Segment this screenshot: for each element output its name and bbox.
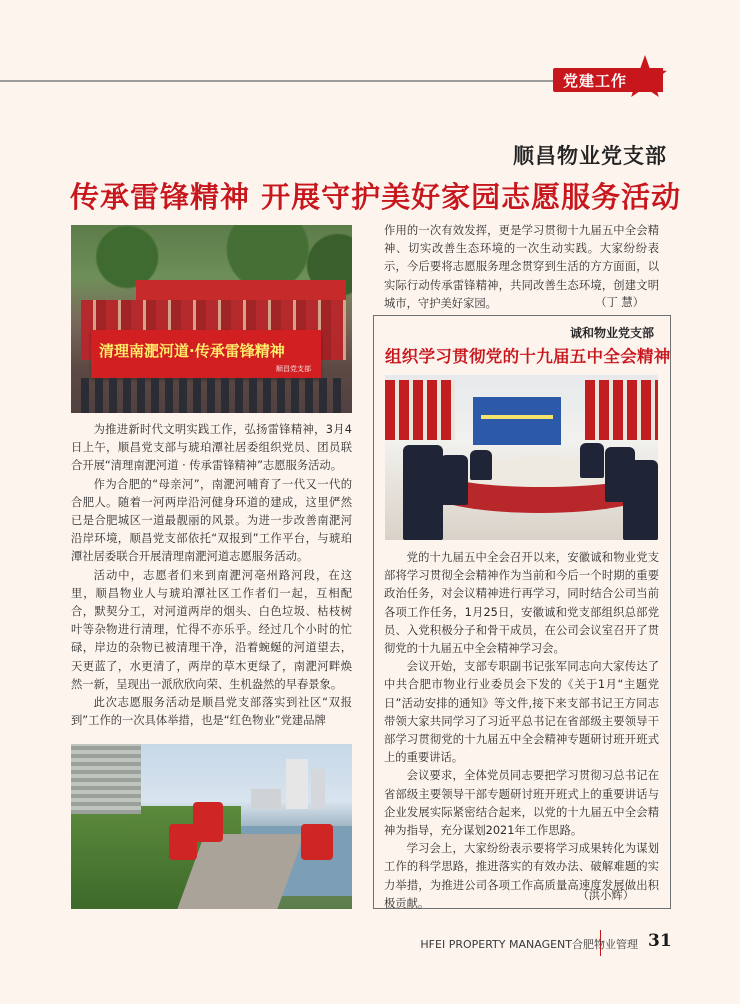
photo-banner-text: 清理南淝河道·传承雷锋精神	[99, 342, 285, 360]
article1-byline: （丁 慧）	[595, 296, 644, 309]
article1-paragraph: 活动中，志愿者们来到南淝河亳州路河段，在这里，顺昌物业人与琥珀潭社区工作者们一起，互相配合，默契分工，对河道两岸的烟头、白色垃圾、枯枝树叶等杂物进行清理，忙得不亦乐乎。经过几个小时的忙碌，岸边的杂物已被清理干净，沿着蜿蜒的河道望去，天更蓝了，水更清了，两岸的草木更绿了，南淝河畔焕然一新，呈现出一派欣欣向荣、生机盎然的早春景象。	[71, 568, 352, 691]
photo-legs	[81, 378, 346, 413]
page-number: 31	[648, 931, 672, 951]
photo-building	[286, 759, 308, 809]
photo-background-banner	[136, 280, 346, 300]
photo-attendee	[623, 460, 658, 540]
photo-volunteer	[169, 824, 197, 860]
photo-banner	[91, 330, 321, 378]
footer-magazine-cn: 合肥物业管理	[572, 938, 638, 951]
photo-volunteer	[193, 802, 223, 842]
article-title: 传承雷锋精神 开展守护美好家园志愿服务活动	[70, 180, 682, 214]
river-cleanup-photo	[71, 744, 352, 909]
photo-attendee	[470, 450, 492, 480]
article2-byline: （洪小辉）	[577, 889, 634, 902]
article2-title: 组织学习贯彻党的十九届五中全会精神	[385, 347, 671, 366]
header-rule	[0, 80, 560, 82]
article2-branch: 诚和物业党支部	[569, 326, 654, 340]
article2-paragraph: 学习会上，大家纷纷表示要将学习成果转化为谋划工作的科学思路，推进落实的有效办法、破解难题的实力举措，为推进公司各项工作高质量高速度发展做出积极贡献。	[384, 842, 659, 910]
article2-paragraph: 会议要求，全体党员同志要把学习贯彻习总书记在省部级主要领导干部专题研讨班开班式上的重要讲话与企业发展实际紧密结合起来，以党的十九届五中全会精神为指导，充分谋划2021年工作思路。	[384, 769, 659, 838]
photo-volunteer	[301, 824, 333, 860]
article1-paragraph: 作为合肥的“母亲河”，南淝河哺育了一代又一代的合肥人。随着一河两岸沿河健身环道的建成，这里俨然已是合肥城区一道最靓丽的风景。为进一步改善南淝河沿岸环境，顺昌党支部依托“双报到”工作平台，与琥珀潭社居委联合开展清理南淝河道志愿服务活动。	[71, 477, 352, 564]
meeting-photo	[385, 375, 658, 540]
photo-screen	[473, 397, 561, 445]
photo-attendee	[440, 455, 468, 505]
footer-magazine	[420, 936, 638, 952]
article1-paragraph: 此次志愿服务活动是顺昌党支部落实到社区“双报到”工作的一次具体举措，也是“红色物业”党建品牌	[71, 696, 352, 728]
photo-attendee	[403, 445, 443, 540]
photo-building	[311, 769, 325, 809]
photo-banner-sub: 顺昌党支部	[276, 365, 311, 373]
article2-body	[384, 549, 659, 913]
article-branch: 顺昌物业党支部	[513, 144, 667, 168]
article1-paragraph: 为推进新时代文明实践工作，弘扬雷锋精神，3月4日上午，顺昌党支部与琥珀潭社居委组织党员、团员联合开展“清理南淝河道 · 传承雷锋精神”志愿服务活动。	[71, 423, 352, 473]
star-icon	[622, 54, 668, 98]
volunteer-group-photo	[71, 225, 352, 413]
photo-flags	[585, 380, 658, 440]
article1-body	[71, 421, 352, 730]
article1-continuation-text: 作用的一次有效发挥，更是学习贯彻十九届五中全会精神、切实改善生态环境的一次生动实践。大家纷纷表示，今后要将志愿服务理念贯穿到生活的方方面面，以实际行动传承雷锋精神，共同改善生态环境，创建文明城市，守护美好家园。	[384, 224, 659, 310]
article2-paragraph: 党的十九届五中全会召开以来，安徽诚和物业党支部将学习贯彻全会精神作为当前和今后一个时期的重要政治任务，对会议精神进行再学习，同时结合公司当前各项工作任务，1月25日，安徽诚和党支部组织总部党员、入党积极分子和骨干成员，在公司会议室召开了贯彻党的十九届五中全会精神学习会。	[384, 551, 659, 656]
photo-attendee	[580, 443, 604, 478]
footer-magazine-en: HFEI PROPERTY MANAGENT	[420, 938, 572, 951]
photo-flags	[385, 380, 455, 440]
column-tag-label: 党建工作	[563, 72, 628, 90]
photo-wall	[71, 744, 141, 814]
photo-building	[251, 789, 281, 809]
article2-paragraph: 会议开始，支部专职副书记张军同志向大家传达了中共合肥市物业行业委员会下发的《关于1月“主题党日”活动安排的通知》等文件,接下来支部书记王方同志带领大家共同学习了习近平总书记在省部级主要领导干部学习贯彻党的十九届五中全会精神专题研讨班开班式上的重要讲话。	[384, 660, 659, 765]
